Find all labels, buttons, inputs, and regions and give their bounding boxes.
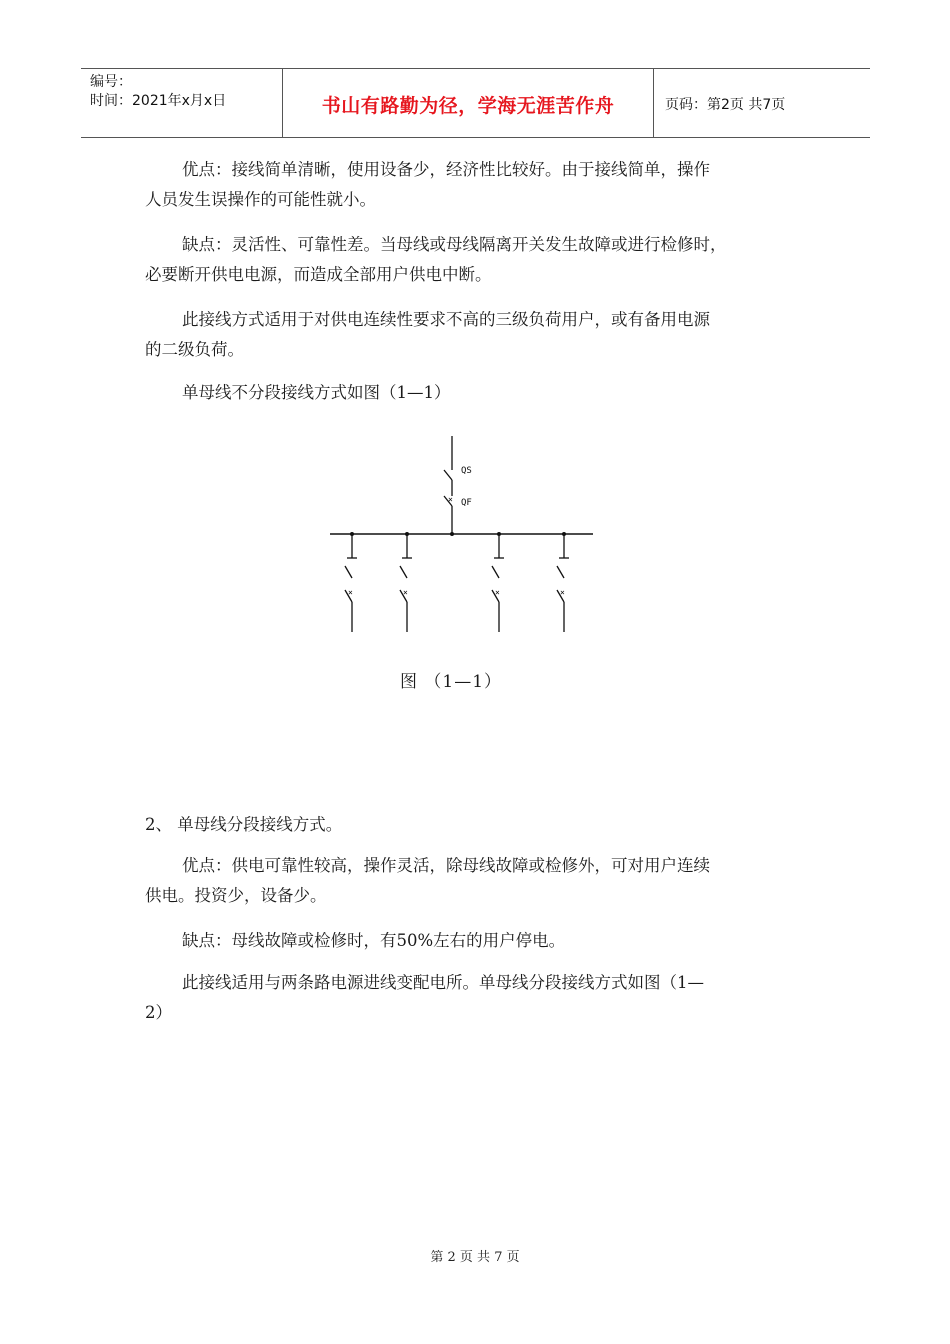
text-line: 此接线适用与两条路电源进线变配电所。单母线分段接线方式如图（1— <box>182 973 704 992</box>
text-line: 单母线不分段接线方式如图（1—1） <box>182 383 451 402</box>
header-motto: 书山有路勤为径，学海无涯苦作舟 <box>321 95 615 117</box>
qs-label: QS <box>461 466 472 476</box>
feeder-3-switch <box>492 566 499 578</box>
feeder-2-breaker-mark: × <box>403 588 408 597</box>
document-date: 时间：2021年x月x日 <box>90 93 227 109</box>
header-page-number: 页码：第2页 共7页 <box>665 97 786 113</box>
page-footer: 第 2 页 共 7 页 <box>430 1250 520 1265</box>
paragraph-section2-disadvantages <box>145 926 805 956</box>
paragraph-applicability <box>145 305 805 365</box>
feeder-4-switch <box>557 566 564 578</box>
text-line: 缺点：母线故障或检修时，有50%左右的用户停电。 <box>182 931 566 950</box>
qs-disconnector-blade <box>444 470 452 480</box>
bus-junction-dot <box>405 532 409 536</box>
paragraph-section2-advantages <box>145 851 805 911</box>
bus-junction-dot <box>497 532 501 536</box>
bus-junction-dot <box>450 532 454 536</box>
feeder-3-breaker-mark: × <box>495 588 500 597</box>
feeder-4-breaker-mark: × <box>560 588 565 597</box>
bus-junction-dot <box>562 532 566 536</box>
qf-breaker-mark: × <box>448 495 453 504</box>
paragraph-disadvantages <box>145 230 805 290</box>
qf-label: QF <box>461 498 472 508</box>
page-header <box>81 68 870 138</box>
text-line: 优点：接线简单清晰，使用设备少，经济性比较好。由于接线简单，操作 <box>182 160 710 179</box>
header-divider <box>653 69 654 137</box>
text-line: 必要断开供电电源，而造成全部用户供电中断。 <box>145 265 492 284</box>
paragraph-section2-applicability <box>145 968 805 1028</box>
text-line: 缺点：灵活性、可靠性差。当母线或母线隔离开关发生故障或进行检修时， <box>182 235 727 254</box>
bus-junction-dot <box>350 532 354 536</box>
text-line: 人员发生误操作的可能性就小。 <box>145 190 376 209</box>
feeder-2-switch <box>400 566 407 578</box>
feeder-1-breaker-mark: × <box>348 588 353 597</box>
text-line: 优点：供电可靠性较高，操作灵活，除母线故障或检修外，可对用户连续 <box>182 856 710 875</box>
figure-caption: 图 （1—1） <box>400 672 503 692</box>
text-line: 供电。投资少，设备少。 <box>145 886 327 905</box>
text-line: 2、 单母线分段接线方式。 <box>145 815 343 834</box>
text-line: 此接线方式适用于对供电连续性要求不高的三级负荷用户，或有备用电源 <box>182 310 710 329</box>
paragraph-advantages <box>145 155 805 215</box>
text-line: 的二级负荷。 <box>145 340 244 359</box>
section-2-title <box>145 810 805 840</box>
document-number-label: 编号： <box>90 74 132 90</box>
header-meta <box>90 73 226 111</box>
text-line: 2） <box>145 1003 172 1022</box>
feeder-1-switch <box>345 566 352 578</box>
single-busbar-diagram <box>325 430 600 635</box>
paragraph-figure-reference <box>145 378 805 408</box>
